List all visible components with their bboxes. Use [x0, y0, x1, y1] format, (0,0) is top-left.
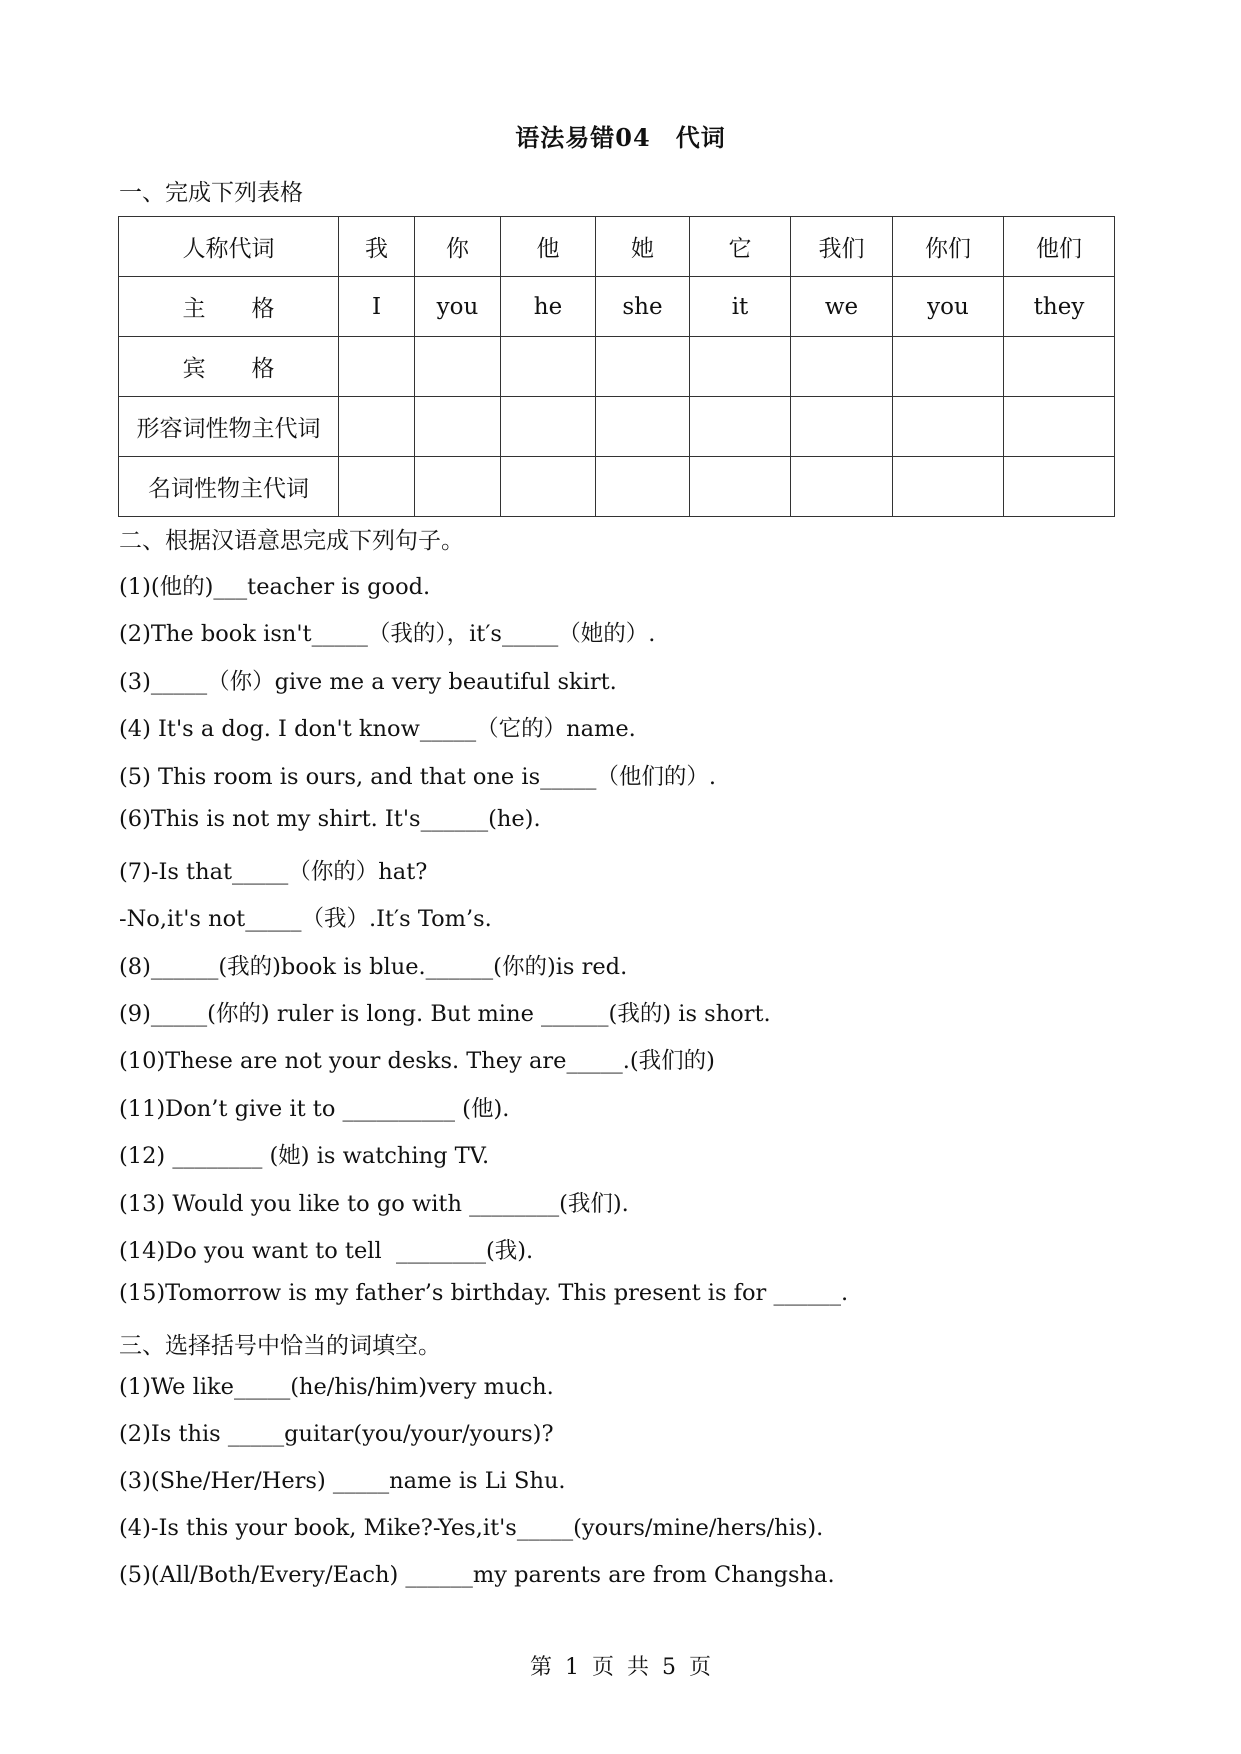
table-cell[interactable] — [791, 397, 893, 457]
exercise-line: (2)The book isn't_____（我的），it′s_____（她的）. — [119, 621, 656, 647]
page-title: 语法易错04 代词 — [515, 123, 726, 152]
table-cell[interactable] — [893, 397, 1004, 457]
table-cell: we — [791, 277, 893, 337]
table-cell: 他 — [501, 217, 596, 277]
section-3-heading: 三、选择括号中恰当的词填空。 — [119, 1333, 441, 1359]
table-row — [119, 277, 1115, 337]
table-cell[interactable] — [501, 457, 596, 517]
table-cell[interactable] — [339, 457, 415, 517]
table-cell: 我 — [339, 217, 415, 277]
table-cell[interactable] — [596, 397, 690, 457]
exercise-line: (2)Is this _____guitar(you/your/yours)? — [119, 1421, 554, 1447]
table-cell: 名词性物主代词 — [119, 457, 339, 517]
exercise-line: (5) This room is ours, and that one is_____（他们的）. — [119, 764, 717, 790]
exercise-line: (9)_____(你的) ruler is long. But mine ______(我的) is short. — [119, 1001, 771, 1027]
table-cell[interactable] — [501, 397, 596, 457]
pronoun-table — [118, 216, 1115, 517]
table-cell[interactable] — [791, 457, 893, 517]
exercise-line: -No,it's not_____（我）.It′s Tom’s. — [119, 906, 492, 932]
table-cell[interactable] — [596, 457, 690, 517]
table-cell: 你们 — [893, 217, 1004, 277]
table-cell[interactable] — [690, 337, 791, 397]
exercise-line: (12) ________ (她) is watching TV. — [119, 1143, 490, 1169]
table-cell[interactable] — [1004, 397, 1115, 457]
exercise-line: (1)We like_____(he/his/him)very much. — [119, 1374, 554, 1400]
table-cell: 它 — [690, 217, 791, 277]
exercise-line: (4)-Is this your book, Mike?-Yes,it's_____(yours/mine/hers/his). — [119, 1515, 824, 1541]
section-1-heading: 一、完成下列表格 — [119, 180, 303, 206]
table-cell: she — [596, 277, 690, 337]
table-cell: you — [893, 277, 1004, 337]
table-cell: they — [1004, 277, 1115, 337]
table-cell[interactable] — [415, 397, 501, 457]
table-cell[interactable] — [415, 337, 501, 397]
table-cell: it — [690, 277, 791, 337]
table-cell[interactable] — [690, 457, 791, 517]
table-cell: 人称代词 — [119, 217, 339, 277]
exercise-line: (5)(All/Both/Every/Each) ______my parents are from Changsha. — [119, 1562, 835, 1588]
table-cell: 我们 — [791, 217, 893, 277]
exercise-line: (14)Do you want to tell ________(我). — [119, 1238, 534, 1264]
table-row — [119, 397, 1115, 457]
table-cell: you — [415, 277, 501, 337]
table-cell: 你 — [415, 217, 501, 277]
table-cell: 她 — [596, 217, 690, 277]
page-footer: 第 1 页 共 5 页 — [530, 1655, 711, 1680]
table-cell[interactable] — [339, 397, 415, 457]
exercise-line: (3)(She/Her/Hers) _____name is Li Shu. — [119, 1468, 566, 1494]
table-cell[interactable] — [791, 337, 893, 397]
exercise-line: (6)This is not my shirt. It's______(he). — [119, 806, 541, 832]
table-cell[interactable] — [415, 457, 501, 517]
table-cell[interactable] — [501, 337, 596, 397]
table-cell: he — [501, 277, 596, 337]
exercise-line: (10)These are not your desks. They are_____.(我们的) — [119, 1048, 715, 1074]
exercise-line: (15)Tomorrow is my father’s birthday. This present is for ______. — [119, 1280, 849, 1306]
exercise-line: (13) Would you like to go with ________(我们). — [119, 1191, 629, 1217]
table-cell[interactable] — [1004, 337, 1115, 397]
table-cell: I — [339, 277, 415, 337]
table-header-row — [119, 217, 1115, 277]
table-cell: 主 格 — [119, 277, 339, 337]
exercise-line: (11)Don’t give it to __________ (他). — [119, 1096, 510, 1122]
exercise-line: (7)-Is that_____（你的）hat? — [119, 859, 428, 885]
exercise-line: (8)______(我的)book is blue.______(你的)is red. — [119, 954, 628, 980]
exercise-line: (3)_____（你）give me a very beautiful skirt. — [119, 669, 617, 695]
table-cell[interactable] — [893, 337, 1004, 397]
table-cell: 宾 格 — [119, 337, 339, 397]
table-row — [119, 457, 1115, 517]
table-cell: 形容词性物主代词 — [119, 397, 339, 457]
exercise-line: (1)(他的)___teacher is good. — [119, 574, 431, 600]
table-cell[interactable] — [596, 337, 690, 397]
table-cell[interactable] — [893, 457, 1004, 517]
exercise-line: (4) It's a dog. I don't know_____（它的）name. — [119, 716, 636, 742]
section-2-heading: 二、根据汉语意思完成下列句子。 — [119, 528, 464, 554]
table-cell[interactable] — [690, 397, 791, 457]
table-cell[interactable] — [1004, 457, 1115, 517]
table-row — [119, 337, 1115, 397]
table-cell: 他们 — [1004, 217, 1115, 277]
table-cell[interactable] — [339, 337, 415, 397]
